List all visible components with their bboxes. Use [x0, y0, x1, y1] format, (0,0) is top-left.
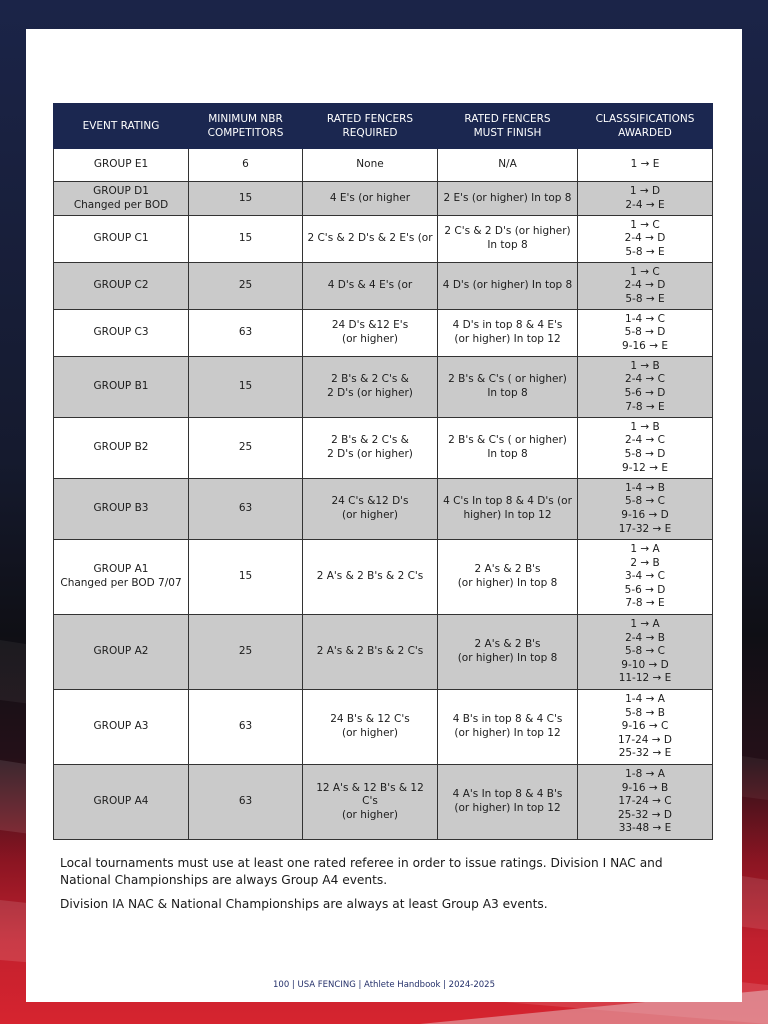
required-cell: 12 A's & 12 B's & 12 C's (or higher)	[303, 765, 438, 840]
header-fencers-must-finish: RATED FENCERS MUST FINISH	[438, 104, 578, 149]
required-cell: 4 E's (or higher	[303, 182, 438, 216]
min-competitors-cell: 63	[189, 310, 303, 357]
event-rating-cell: GROUP B1	[54, 357, 189, 418]
min-competitors-cell: 25	[189, 418, 303, 479]
must-finish-cell: 2 E's (or higher) In top 8	[438, 182, 578, 216]
classifications-cell: 1-4 → B 5-8 → C 9-16 → D 17-32 → E	[578, 479, 713, 540]
event-rating-cell: GROUP A3	[54, 690, 189, 765]
classifications-cell: 1-4 → A 5-8 → B 9-16 → C 17-24 → D 25-32 → E	[578, 690, 713, 765]
min-competitors-cell: 25	[189, 263, 303, 310]
required-cell: None	[303, 149, 438, 182]
required-cell: 4 D's & 4 E's (or	[303, 263, 438, 310]
event-rating-table	[53, 103, 713, 840]
classifications-cell: 1 → C 2-4 → D 5-8 → E	[578, 263, 713, 310]
min-competitors-cell: 15	[189, 182, 303, 216]
event-rating-cell: GROUP A1 Changed per BOD 7/07	[54, 540, 189, 615]
min-competitors-cell: 15	[189, 540, 303, 615]
min-competitors-cell: 63	[189, 479, 303, 540]
event-rating-cell: GROUP C3	[54, 310, 189, 357]
header-fencers-required: RATED FENCERS REQUIRED	[303, 104, 438, 149]
required-cell: 2 A's & 2 B's & 2 C's	[303, 615, 438, 690]
required-cell: 2 B's & 2 C's & 2 D's (or higher)	[303, 357, 438, 418]
classifications-cell: 1 → A 2-4 → B 5-8 → C 9-10 → D 11-12 → E	[578, 615, 713, 690]
must-finish-cell: 2 A's & 2 B's (or higher) In top 8	[438, 540, 578, 615]
classifications-cell: 1 → D 2-4 → E	[578, 182, 713, 216]
must-finish-cell: 4 C's In top 8 & 4 D's (or higher) In top 12	[438, 479, 578, 540]
must-finish-cell: 4 A's In top 8 & 4 B's (or higher) In top 12	[438, 765, 578, 840]
table-row	[54, 479, 713, 540]
must-finish-cell: 4 D's in top 8 & 4 E's (or higher) In top 12	[438, 310, 578, 357]
classifications-cell: 1 → A 2 → B 3-4 → C 5-6 → D 7-8 → E	[578, 540, 713, 615]
table-row	[54, 540, 713, 615]
required-cell: 2 A's & 2 B's & 2 C's	[303, 540, 438, 615]
required-cell: 2 C's & 2 D's & 2 E's (or	[303, 216, 438, 263]
required-cell: 24 C's &12 D's (or higher)	[303, 479, 438, 540]
table-row	[54, 216, 713, 263]
table-row	[54, 149, 713, 182]
classifications-cell: 1-4 → C 5-8 → D 9-16 → E	[578, 310, 713, 357]
classifications-cell: 1 → B 2-4 → C 5-8 → D 9-12 → E	[578, 418, 713, 479]
notes-section	[60, 855, 710, 921]
document-page	[26, 29, 742, 1002]
classifications-cell: 1 → B 2-4 → C 5-6 → D 7-8 → E	[578, 357, 713, 418]
min-competitors-cell: 63	[189, 690, 303, 765]
event-rating-cell: GROUP C2	[54, 263, 189, 310]
table-row	[54, 357, 713, 418]
event-rating-cell: GROUP B3	[54, 479, 189, 540]
min-competitors-cell: 25	[189, 615, 303, 690]
event-rating-cell: GROUP A2	[54, 615, 189, 690]
table-row	[54, 615, 713, 690]
table-row	[54, 263, 713, 310]
min-competitors-cell: 15	[189, 216, 303, 263]
min-competitors-cell: 15	[189, 357, 303, 418]
note-paragraph: Division IA NAC & National Championships are always at least Group A3 events.	[60, 897, 548, 911]
must-finish-cell: 4 D's (or higher) In top 8	[438, 263, 578, 310]
event-rating-cell: GROUP A4	[54, 765, 189, 840]
note-paragraph: Local tournaments must use at least one rated referee in order to issue ratings. Division I NAC and National Championships are always Group A4 events.	[60, 856, 663, 887]
must-finish-cell: 2 C's & 2 D's (or higher) In top 8	[438, 216, 578, 263]
table-header-row	[54, 104, 713, 149]
event-rating-cell: GROUP D1 Changed per BOD	[54, 182, 189, 216]
must-finish-cell: 2 B's & C's ( or higher) In top 8	[438, 418, 578, 479]
classifications-cell: 1-8 → A 9-16 → B 17-24 → C 25-32 → D 33-48 → E	[578, 765, 713, 840]
required-cell: 2 B's & 2 C's & 2 D's (or higher)	[303, 418, 438, 479]
required-cell: 24 D's &12 E's (or higher)	[303, 310, 438, 357]
required-cell: 24 B's & 12 C's (or higher)	[303, 690, 438, 765]
table-row	[54, 418, 713, 479]
table-row	[54, 182, 713, 216]
min-competitors-cell: 63	[189, 765, 303, 840]
min-competitors-cell: 6	[189, 149, 303, 182]
classifications-cell: 1 → C 2-4 → D 5-8 → E	[578, 216, 713, 263]
must-finish-cell: N/A	[438, 149, 578, 182]
event-rating-cell: GROUP E1	[54, 149, 189, 182]
must-finish-cell: 2 B's & C's ( or higher) In top 8	[438, 357, 578, 418]
table-row	[54, 690, 713, 765]
page-footer: 100 | USA FENCING | Athlete Handbook | 2024-2025	[273, 980, 495, 990]
header-minimum-competitors: MINIMUM NBR COMPETITORS	[189, 104, 303, 149]
event-rating-cell: GROUP C1	[54, 216, 189, 263]
classifications-cell: 1 → E	[578, 149, 713, 182]
table-row	[54, 310, 713, 357]
header-classifications-awarded: CLASSSIFICATIONS AWARDED	[578, 104, 713, 149]
header-event-rating: EVENT RATING	[54, 104, 189, 149]
event-rating-cell: GROUP B2	[54, 418, 189, 479]
must-finish-cell: 2 A's & 2 B's (or higher) In top 8	[438, 615, 578, 690]
must-finish-cell: 4 B's in top 8 & 4 C's (or higher) In top 12	[438, 690, 578, 765]
table-row	[54, 765, 713, 840]
